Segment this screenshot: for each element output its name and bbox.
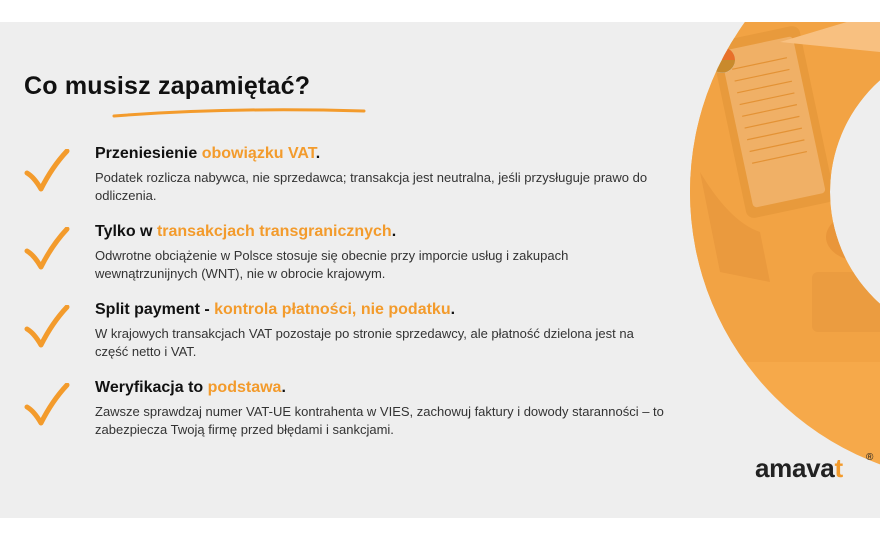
item-title: Tylko w transakcjach transgranicznych.	[95, 223, 397, 240]
list-item	[24, 223, 674, 283]
page-title: Co musisz zapamiętać?	[24, 72, 311, 100]
amavat-logo: amavat	[755, 453, 843, 483]
item-description: Odwrotne obciążenie w Polsce stosuje się obecnie przy imporcie usług i zakupach wewnątrzunijnych (WNT), nie w obrocie krajowym.	[95, 248, 569, 281]
slide-panel	[0, 22, 880, 518]
item-title: Weryfikacja to podstawa.	[95, 379, 286, 396]
item-title: Split payment - kontrola płatności, nie podatku.	[95, 301, 456, 318]
checkmark-icon	[24, 305, 70, 351]
list-item	[24, 301, 674, 361]
checkmark-icon	[24, 383, 70, 429]
title-underline	[110, 106, 370, 120]
checkmark-icon	[24, 149, 70, 195]
checkmark-icon	[24, 227, 70, 273]
item-description: Zawsze sprawdzaj numer VAT-UE kontrahenta w VIES, zachowuj faktury i dowody staranności – to zabezpiecza Twoją firmę przed błędami i sankcjami.	[95, 404, 664, 437]
list-item	[24, 145, 674, 205]
item-title: Przeniesienie obowiązku VAT.	[95, 145, 321, 162]
list-item	[24, 379, 674, 439]
registered-mark: ®	[866, 452, 874, 463]
item-description: W krajowych transakcjach VAT pozostaje po stronie sprzedawcy, ale płatność dzielona jest na część netto i VAT.	[95, 326, 634, 359]
item-description: Podatek rozlicza nabywca, nie sprzedawca; transakcja jest neutralna, jeśli przysługuje prawo do odliczenia.	[95, 170, 648, 203]
